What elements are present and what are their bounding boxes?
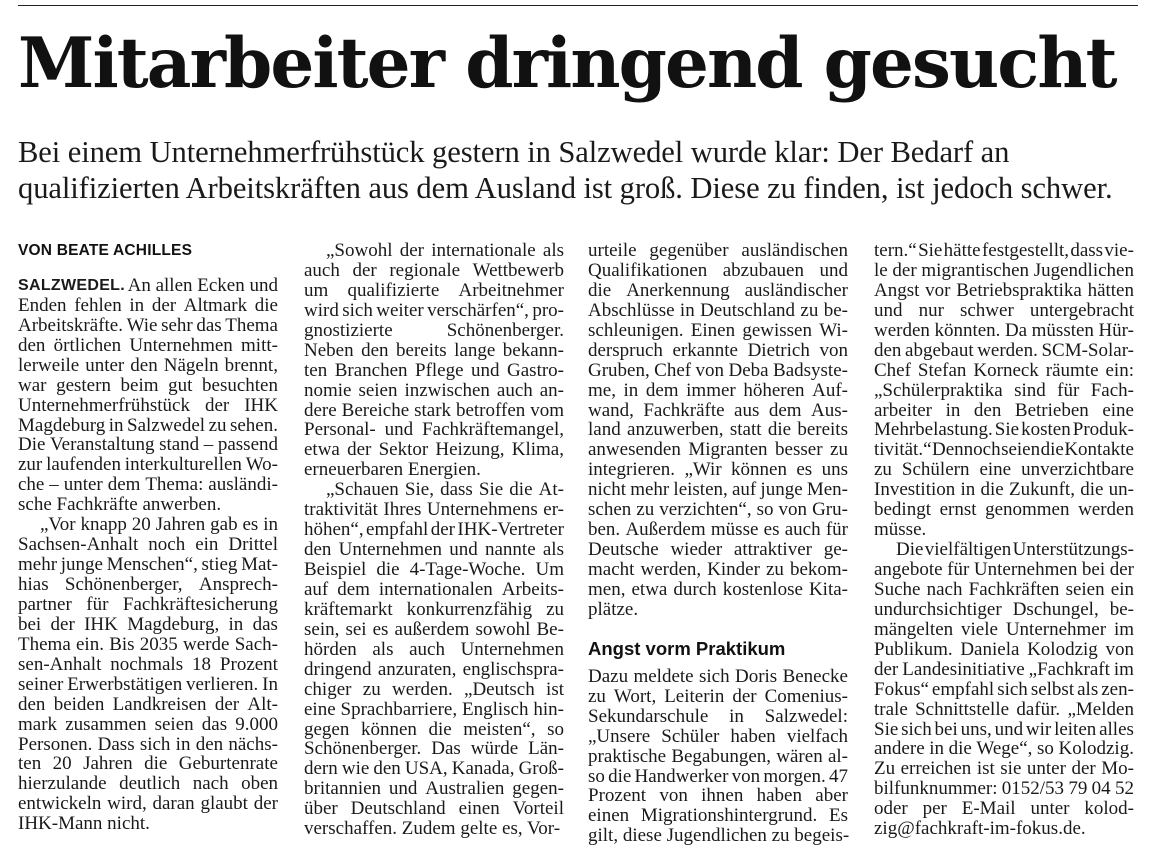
- text-line: verschaffen. Zudem gelte es, Vor-: [304, 818, 561, 840]
- text-line: schleunigen. Einen gewissen Wi-: [588, 319, 848, 341]
- text-line: „Vor knapp 20 Jahren gab es in: [40, 514, 278, 536]
- text-line: und nur schwer untergebracht: [874, 299, 1134, 321]
- text-line: che – unter dem Thema: ausländi-: [18, 474, 278, 496]
- text-line: lerweile unter den Nägeln brennt,: [18, 354, 278, 376]
- first-line: [18, 276, 278, 296]
- text-line: den abgebaut werden. SCM-Solar-: [874, 339, 1134, 361]
- text-line: Sachsen-Anhalt noch ein Drittel: [18, 534, 278, 556]
- text-line: urteile gegenüber ausländischen: [588, 240, 848, 261]
- first-line-text: An allen Ecken und: [127, 274, 278, 296]
- text-line: oder per E-Mail unter kolod-: [874, 798, 1134, 820]
- text-line: undurchsichtiger Dschungel, be-: [874, 598, 1134, 620]
- text-line: so die Handwerker von morgen. 47: [588, 765, 848, 787]
- article-column-1: [18, 241, 278, 834]
- text-line: gilt, diese Jugendlichen zu begeis-: [588, 825, 850, 847]
- text-line: kräftemarkt konkurrenzfähig zu: [304, 598, 564, 620]
- text-line: Dazu meldete sich Doris Benecke: [588, 665, 848, 687]
- text-line: hias Schönenberger, Ansprech-: [18, 574, 278, 595]
- article-column-2: [304, 241, 564, 839]
- text-line: Abschlüsse in Deutschland zu be-: [588, 299, 848, 321]
- text-line: die Anerkennung ausländischer: [588, 279, 848, 301]
- column-3-lines-before: [588, 241, 848, 620]
- text-line: Suche nach Fachkräften seien ein: [874, 578, 1134, 600]
- text-line: war gestern beim gut besuchten: [18, 374, 278, 396]
- text-line: Gruben, Chef von Deba Badsyste-: [588, 359, 848, 381]
- text-line: den beiden Landkreisen der Alt-: [18, 693, 278, 715]
- text-line: Neben den bereits lange bekann-: [304, 339, 564, 361]
- text-line: schen zu verzichten“, so von Gru-: [588, 499, 848, 521]
- text-line: Angst vor Betriebspraktika hätten: [874, 279, 1134, 301]
- text-line: le der migrantischen Jugendlichen: [874, 259, 1134, 281]
- text-line: müsse.: [874, 519, 927, 541]
- text-line: Beispiel die 4-Tage-Woche. Um: [304, 559, 564, 580]
- column-4-lines: [874, 241, 1134, 839]
- text-line: wird sich weiter verschärfen“, pro-: [304, 299, 564, 321]
- text-line: erneuerbaren Energien.: [304, 459, 481, 481]
- text-line: sche Fachkräfte anwerben.: [18, 494, 222, 516]
- text-line: der Landesinitiative „Fachkraft im: [874, 658, 1134, 680]
- standfirst: [18, 134, 1143, 206]
- text-line: britannien und Australien gegen-: [304, 778, 564, 800]
- text-line: wand, Fachkräfte aus dem Aus-: [588, 399, 848, 421]
- text-line: angebote für Unternehmen bei der: [874, 559, 1134, 580]
- text-line: dringend anzuraten, englischspra-: [304, 658, 564, 680]
- text-line: land anzuwerben, statt die bereits: [588, 419, 848, 441]
- text-line: plätze.: [588, 598, 639, 620]
- text-line: hierzulande deutlich nach oben: [18, 773, 278, 795]
- byline: VON BEATE ACHILLES: [18, 242, 193, 259]
- text-line: ben. Außerdem müsse es auch für: [588, 519, 848, 541]
- standfirst-line: Bei einem Unternehmerfrühstück gestern in Salzwedel wurde klar: Der Bedarf an: [18, 135, 1010, 169]
- standfirst-line: qualifizierten Arbeitskräften aus dem Ausland ist groß. Diese zu finden, ist jedoch schwer.: [18, 171, 1113, 205]
- text-line: Deutsche wieder attraktiver ge-: [588, 539, 848, 561]
- column-2-lines: [304, 241, 564, 839]
- text-line: „Schülerpraktika sind für Fach-: [874, 379, 1134, 401]
- text-line: Sekundarschule in Salzwedel:: [588, 705, 848, 727]
- text-line: tivität.“ Dennoch seien die Kontakte: [874, 439, 1134, 461]
- text-line: ten Branchen Pflege und Gastro-: [304, 359, 564, 381]
- text-line: „Sowohl der internationale als: [326, 240, 564, 261]
- text-line: den Unternehmen und nannte als: [304, 539, 564, 561]
- text-line: Unternehmerfrühstück der IHK: [18, 394, 278, 416]
- text-line: Schönenberger. Das würde Län-: [304, 738, 564, 760]
- dateline: SALZWEDEL.: [18, 276, 125, 294]
- text-line: zig@fachkraft-im-fokus.de.: [874, 818, 1086, 840]
- text-line: hörden als auch Unternehmen: [304, 638, 564, 660]
- text-line: „Schauen Sie, dass Sie die At-: [326, 479, 564, 501]
- spacer: [18, 261, 278, 276]
- headline: Mitarbeiter dringend gesucht: [18, 23, 1116, 104]
- text-line: eine Sprachbarriere, Englisch hin-: [304, 698, 564, 720]
- text-line: Fokus“ empfahl sich selbst als zen-: [874, 678, 1134, 700]
- text-line: traktivität Ihres Unternehmens er-: [304, 499, 564, 521]
- text-line: zur laufenden interkulturellen Wo-: [18, 454, 278, 476]
- text-line: mehr junge Menschen“, stieg Mat-: [18, 554, 278, 576]
- text-line: praktische Begabungen, wären al-: [588, 745, 848, 767]
- text-line: anwesenden Migranten besser zu: [588, 439, 848, 461]
- text-line: seiner Erwerbstätigen verlieren. In: [18, 673, 278, 695]
- text-line: arbeiter in den Betrieben eine: [874, 399, 1134, 421]
- top-rule: [18, 5, 1138, 6]
- text-line: Sie sich bei uns, und wir leiten alles: [874, 718, 1134, 740]
- text-line: Publikum. Daniela Kolodzig von: [874, 638, 1134, 660]
- text-line: werden könnten. Da müssten Hür-: [874, 319, 1134, 341]
- text-line: trale Schnittstelle dafür. „Melden: [874, 698, 1134, 720]
- text-line: nomie seien inzwischen auch an-: [304, 379, 564, 401]
- text-line: Enden fehlen in der Altmark die: [18, 294, 278, 316]
- text-line: etwa der Sektor Heizung, Klima,: [304, 439, 564, 461]
- article-column-3: [588, 241, 848, 846]
- text-line: Magdeburg in Salzwedel zu sehen.: [18, 414, 278, 436]
- text-line: mängelten viele Unternehmer im: [874, 618, 1134, 640]
- text-line: Qualifikationen abzubauen und: [588, 259, 848, 281]
- text-line: Arbeitskräfte. Wie sehr das Thema: [18, 314, 278, 336]
- column-1-lines: [18, 296, 278, 834]
- text-line: nicht mehr leisten, auf junge Men-: [588, 479, 848, 501]
- text-line: Die vielfältigen Unterstützungs-: [896, 539, 1134, 561]
- text-line: höhen“, empfahl der IHK-Vertreter: [304, 519, 564, 541]
- text-line: den örtlichen Unternehmen mitt-: [18, 334, 278, 356]
- text-line: chiger zu werden. „Deutsch ist: [304, 678, 564, 700]
- text-line: gegen können die meisten“, so: [304, 718, 564, 740]
- text-line: auf dem internationalen Arbeits-: [304, 578, 564, 600]
- text-line: IHK-Mann nicht.: [18, 813, 150, 835]
- text-line: „Unsere Schüler haben vielfach: [588, 725, 848, 747]
- text-line: Personen. Dass sich in den nächs-: [18, 733, 278, 755]
- text-line: derspruch erkannte Dietrich von: [588, 339, 848, 361]
- text-line: Zu erreichen ist sie unter der Mo-: [874, 758, 1134, 780]
- text-line: integrieren. „Wir können es uns: [588, 459, 848, 481]
- text-line: Investition in die Zukunft, die un-: [874, 479, 1134, 501]
- text-line: Thema ein. Bis 2035 werde Sach-: [18, 633, 278, 655]
- text-line: sein, sei es außerdem sowohl Be-: [304, 618, 564, 640]
- text-line: auch der regionale Wettbewerb: [304, 259, 564, 281]
- text-line: um qualifizierte Arbeitnehmer: [304, 279, 564, 301]
- subheading: Angst vorm Praktikum: [588, 637, 786, 659]
- text-line: über Deutschland einen Vorteil: [304, 798, 564, 820]
- text-line: entwickeln wird, daran glaubt der: [18, 793, 278, 815]
- text-line: macht werden, Kinder zu bekom-: [588, 559, 848, 580]
- text-line: andere in die Wege“, so Kolodzig.: [874, 738, 1134, 760]
- text-line: dern wie den USA, Kanada, Groß-: [304, 758, 564, 780]
- text-line: einen Migrationshintergrund. Es: [588, 805, 848, 827]
- text-line: bedingt ernst genommen werden: [874, 499, 1134, 521]
- text-line: bei der IHK Magdeburg, in das: [18, 613, 278, 635]
- text-line: Personal- und Fachkräftemangel,: [304, 419, 564, 441]
- text-line: partner für Fachkräftesicherung: [18, 593, 278, 615]
- text-line: Chef Stefan Korneck räumte ein:: [874, 359, 1134, 381]
- article-column-4: [874, 241, 1134, 839]
- text-line: bilfunknummer: 0152/53 79 04 52: [874, 778, 1134, 800]
- column-3-lines-after: [588, 667, 848, 846]
- text-line: men, etwa durch kostenlose Kita-: [588, 578, 848, 600]
- text-line: mark zusammen seien das 9.000: [18, 713, 278, 735]
- text-line: tern.“ Sie hätte festgestellt, dass vie-: [874, 240, 1134, 261]
- text-line: sen-Anhalt nochmals 18 Prozent: [18, 653, 278, 675]
- text-line: zu Schülern eine unverzichtbare: [874, 459, 1134, 481]
- text-line: dere Bereiche stark betroffen vom: [304, 399, 564, 421]
- text-line: zu Wort, Leiterin der Comenius-: [588, 685, 848, 707]
- text-line: me, in dem immer höheren Auf-: [588, 379, 848, 401]
- text-line: Prozent von ihnen haben aber: [588, 785, 848, 807]
- text-line: gnostizierte Schönenberger.: [304, 319, 564, 341]
- text-line: Die Veranstaltung stand – passend: [18, 434, 278, 456]
- text-line: ten 20 Jahren die Geburtenrate: [18, 753, 278, 775]
- text-line: Mehrbelastung. Sie kosten Produk-: [874, 419, 1134, 441]
